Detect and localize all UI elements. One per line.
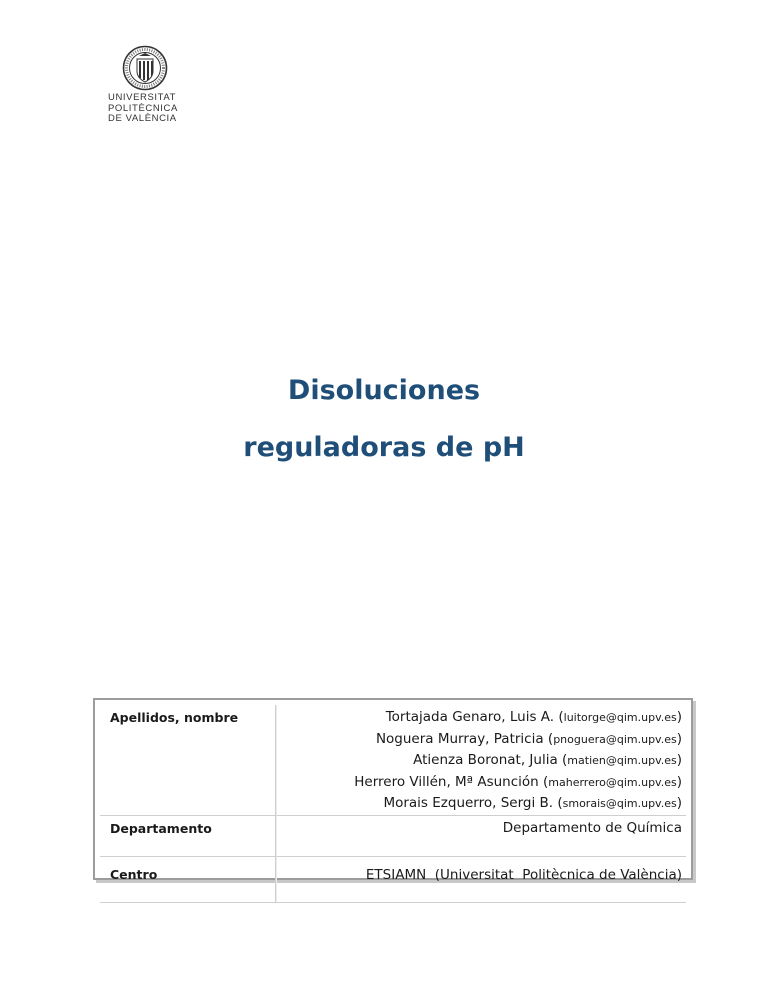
info-box [93,698,693,883]
author-email[interactable]: maherrero@qim.upv.es [548,775,677,789]
table-row [100,705,686,816]
label-center: Centro [100,857,276,903]
author-email[interactable]: luitorge@qim.upv.es [563,711,677,724]
info-table [100,705,686,903]
author-email[interactable]: smorais@qim.upv.es [562,797,677,810]
table-row [100,857,686,903]
document-title [0,362,768,476]
author-line: Noguera Murray, Patricia (pnoguera@qim.upv.es) [375,730,682,747]
author-email[interactable]: matien@qim.upv.es [567,754,677,767]
university-seal-icon [122,45,168,91]
author-line: Atienza Boronat, Julia (matien@qim.upv.es) [413,752,682,768]
author-line: Morais Ezquerro, Sergi B. (smorais@qim.upv.es) [383,795,682,811]
label-department: Departamento [100,816,276,857]
center-value: ETSIAMN (Universitat Politècnica de València) [276,857,686,903]
logo-line: POLITÈCNICA [108,102,178,114]
author-email[interactable]: pnoguera@qim.upv.es [553,732,677,746]
logo-line: DE VALÈNCIA [108,113,177,124]
authors-cell [276,705,686,816]
title-line-2: reguladoras de pH [243,432,525,463]
label-authors: Apellidos, nombre [100,705,276,816]
department-value: Departamento de Química [276,816,686,857]
logo-line: UNIVERSITAT [108,92,177,103]
table-row [100,816,686,857]
logo-wordmark [108,93,228,125]
author-line: Herrero Villén, Mª Asunción (maherrero@qim.upv.es) [354,773,682,790]
title-line-1: Disoluciones [287,375,481,406]
author-line: Tortajada Genaro, Luis A. (luitorge@qim.upv.es) [385,709,682,725]
